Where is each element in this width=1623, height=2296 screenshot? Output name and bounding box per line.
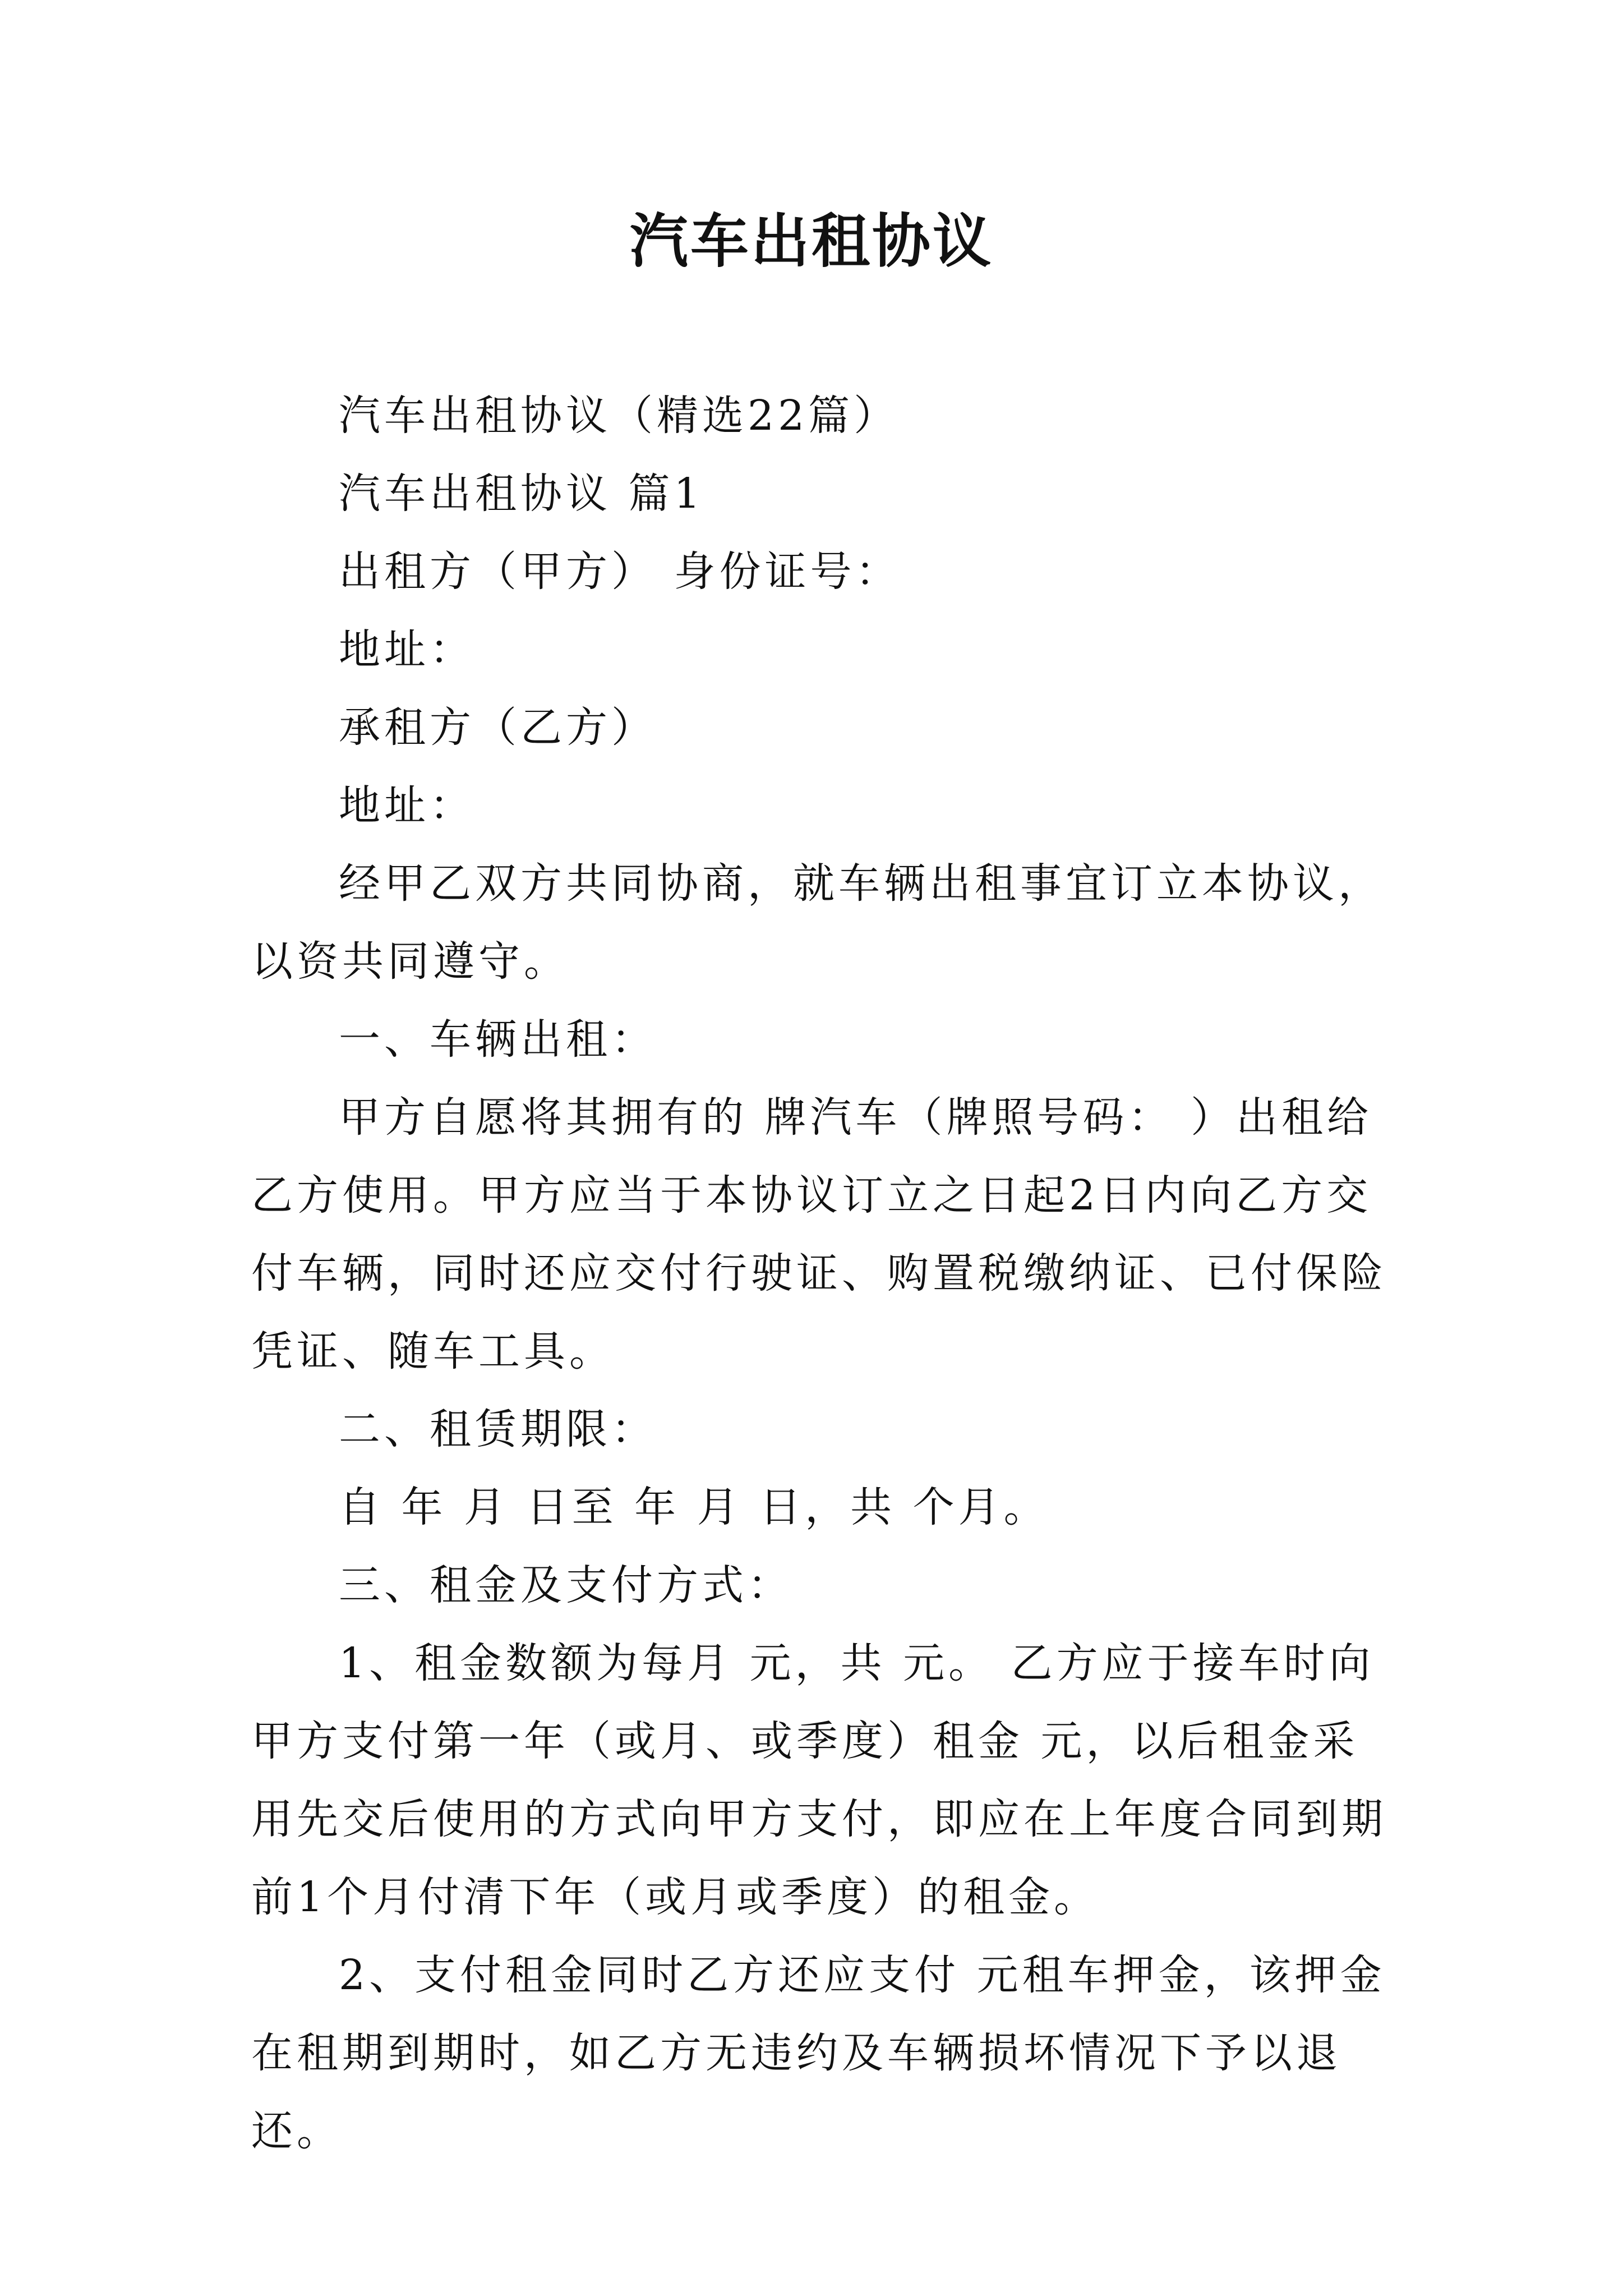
lessor-line: 出租方（甲方） 身份证号： — [339, 547, 901, 596]
document-title: 汽车出租协议 — [629, 206, 993, 275]
agreement-intro-paragraph: 经甲乙双方共同协商，就车辆出租事宜订立本协议，以资共同遵守。 — [251, 859, 1384, 986]
subtitle-line: 汽车出租协议（精选22篇） — [339, 392, 900, 440]
vehicle-rental-paragraph: 甲方自愿将其拥有的 牌汽车（牌照号码： ）出租给乙方使用。甲方应当于本协议订立之日起2日内向乙方交付车辆，同时还应交付行驶证、购置税缴纳证、已付保险凭证、随车工具。 — [251, 1093, 1387, 1375]
lessee-line: 承租方（乙方） — [339, 703, 657, 752]
lessee-address-line: 地址： — [339, 781, 475, 830]
section-heading-1: 汽车出租协议 篇1 — [339, 470, 704, 518]
lessor-address-line: 地址： — [339, 625, 475, 674]
clause-heading-term: 二、租赁期限： — [339, 1405, 657, 1453]
lease-term-line: 自 年 月 日至 年 月 日，共 个月。 — [339, 1483, 1049, 1531]
rent-amount-paragraph: 1、租金数额为每月 元，共 元。 乙方应于接车时向甲方支付第一年（或月、或季度）租金 元，以后租金采用先交后使用的方式向甲方支付，即应在上年度合同到期前1个月付清下年（或月或季度）的租金。 — [251, 1639, 1387, 1921]
deposit-paragraph: 2、支付租金同时乙方还应支付 元租车押金，该押金在租期到期时，如乙方无违约及车辆损坏情况下予以退还。 — [251, 1951, 1386, 2155]
document-body — [251, 377, 1395, 2170]
clause-heading-rental: 一、车辆出租： — [339, 1015, 657, 1064]
clause-heading-payment: 三、租金及支付方式： — [339, 1561, 793, 1609]
